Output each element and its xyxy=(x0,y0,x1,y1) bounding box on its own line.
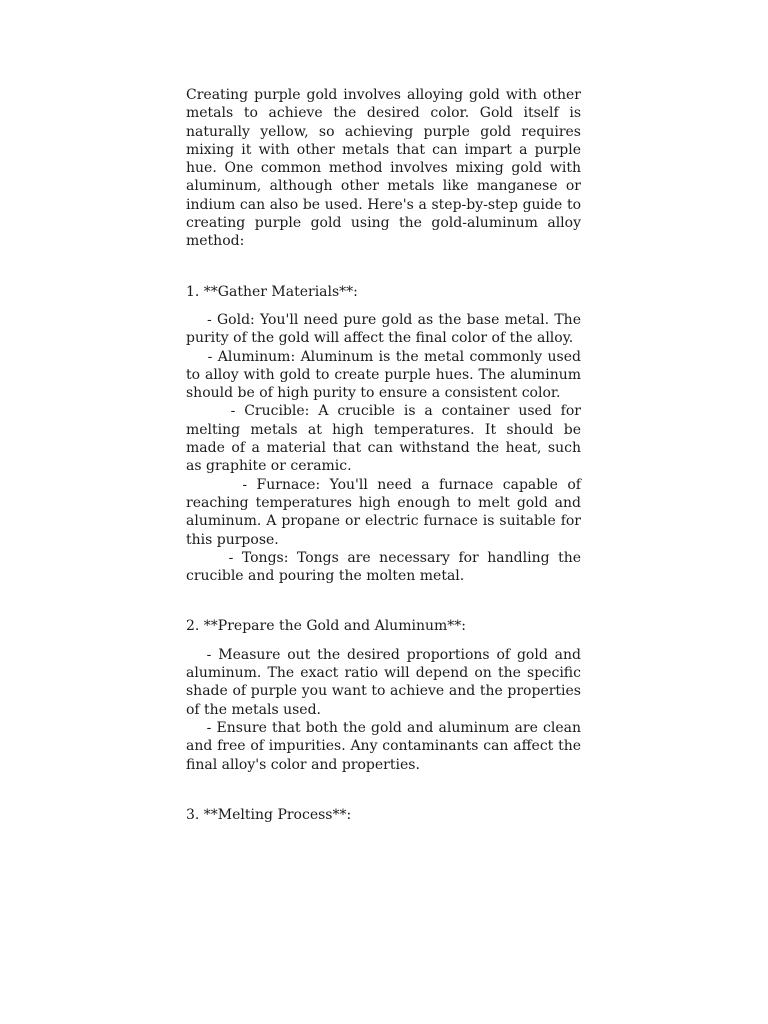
indent xyxy=(186,647,207,663)
indent xyxy=(186,403,231,419)
section-heading-melting-process: 3. **Melting Process**: xyxy=(186,806,352,823)
list-item xyxy=(186,646,581,719)
section-heading-prepare: 2. **Prepare the Gold and Aluminum**: xyxy=(186,618,466,635)
indent xyxy=(186,550,229,566)
list-item xyxy=(186,402,581,475)
list-item xyxy=(186,549,581,586)
list-item-text: - Gold: You'll need pure gold as the base metal. The purity of the gold will affect the final color of the alloy. xyxy=(186,311,581,347)
section-heading-gather-materials: 1. **Gather Materials**: xyxy=(186,283,358,300)
list-item xyxy=(186,719,581,774)
indent xyxy=(186,312,207,328)
indent xyxy=(186,477,242,493)
list-item-text: - Ensure that both the gold and aluminum are clean and free of impurities. Any contaminants can affect the final alloy's color and properties. xyxy=(186,719,581,773)
indent xyxy=(186,720,207,736)
list-item-text: - Tongs: Tongs are necessary for handling the crucible and pouring the molten metal. xyxy=(186,549,581,585)
document-page xyxy=(186,86,581,824)
intro-paragraph: Creating purple gold involves alloying gold with other metals to achieve the desired color. Gold itself is naturally yellow, so achieving purple gold requires mixing it with other metals that can impart a purple hue. One common method involves mixing gold with aluminum, although other metals like manganese or indium can also be used. Here's a step-by-step guide to creating purple gold using the gold-aluminum alloy method: xyxy=(186,87,581,250)
indent xyxy=(186,349,208,365)
list-item-text: - Crucible: A crucible is a container used for melting metals at high temperatures. It should be made of a material that can withstand the heat, such as graphite or ceramic. xyxy=(186,403,581,475)
list-item xyxy=(186,311,581,348)
list-item-text: - Furnace: You'll need a furnace capable of reaching temperatures high enough to melt gold and aluminum. A propane or electric furnace is suitable for this purpose. xyxy=(186,476,581,548)
list-item xyxy=(186,348,581,403)
list-item-text: - Measure out the desired proportions of gold and aluminum. The exact ratio will depend on the specific shade of purple you want to achieve and the properties of the metals used. xyxy=(186,646,581,718)
list-item xyxy=(186,476,581,549)
list-item-text: - Aluminum: Aluminum is the metal commonly used to alloy with gold to create purple hues. The aluminum should be of high purity to ensure a consistent color. xyxy=(186,348,581,402)
